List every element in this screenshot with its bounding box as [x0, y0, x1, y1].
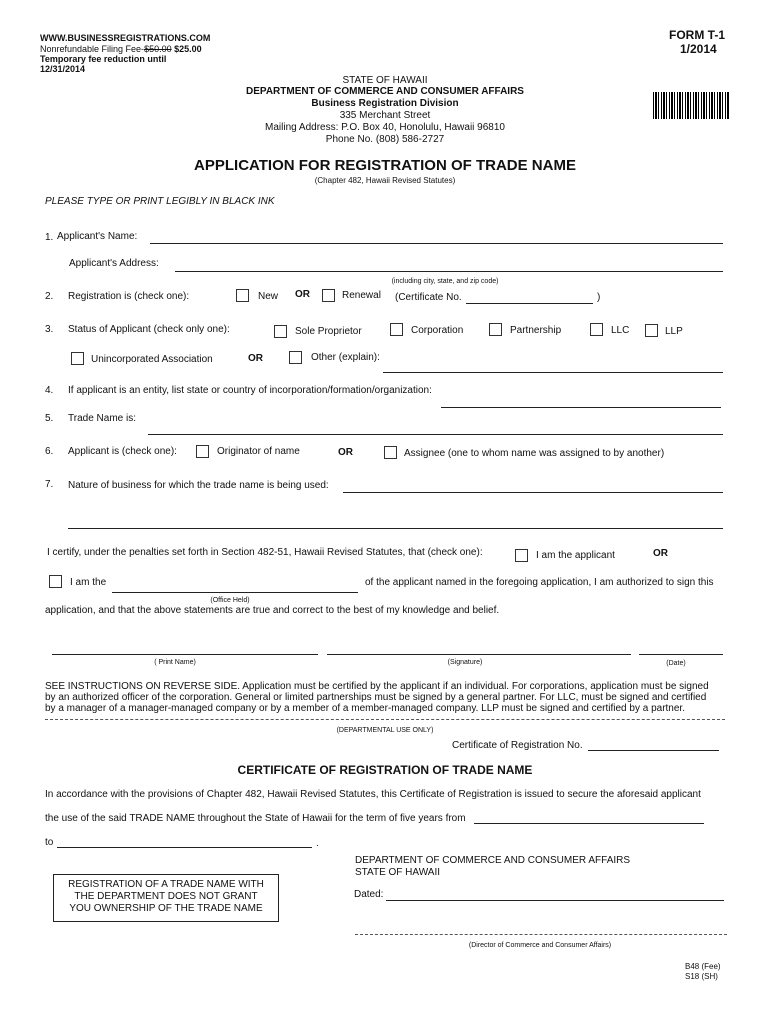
division-heading: Business Registration Division [311, 98, 459, 109]
llp-checkbox[interactable] [645, 324, 658, 337]
certificate-title: CERTIFICATE OF REGISTRATION OF TRADE NAME [237, 763, 533, 777]
applicant-type-label: Applicant is (check one): [68, 446, 177, 457]
true-correct-statement: application, and that the above statements are true and correct to the best of my knowledge and belief. [45, 605, 500, 616]
applicant-name-label: Applicant's Name: [57, 231, 138, 242]
barcode-image [653, 92, 729, 119]
departmental-divider [45, 719, 725, 720]
certificate-line-1: In accordance with the provisions of Chapter 482, Hawaii Revised Statutes, this Certificate of Registration is issued to secure the aforesaid applicant [45, 789, 701, 800]
q2-or: OR [295, 289, 310, 300]
fee-new: $25.00 [174, 44, 202, 54]
authorized-text: of the applicant named in the foregoing application, I am authorized to sign this [365, 577, 714, 588]
notice-line-3: YOU OWNERSHIP OF THE TRADE NAME [69, 903, 263, 914]
notice-line-1: REGISTRATION OF A TRADE NAME WITH [68, 879, 264, 890]
term-start-field[interactable] [474, 823, 704, 824]
office-held-label: (Office Held) [210, 597, 250, 604]
renewal-checkbox[interactable] [322, 289, 335, 302]
form-code-1: B48 (Fee) [685, 962, 721, 971]
address-hint: (including city, state, and zip code) [391, 278, 499, 285]
date-field[interactable] [639, 654, 723, 655]
signature-field[interactable] [327, 654, 631, 655]
instructions-line-1: SEE INSTRUCTIONS ON REVERSE SIDE. Application must be certified by the applicant if an individual. For corporations, application must be signed [45, 681, 709, 692]
i-am-applicant-label: I am the applicant [536, 550, 615, 561]
nature-of-business-field-1[interactable] [343, 492, 723, 493]
originator-checkbox[interactable] [196, 445, 209, 458]
assignee-checkbox[interactable] [384, 446, 397, 459]
q2-number: 2. [45, 291, 54, 302]
dated-label: Dated: [354, 889, 384, 900]
llp-label: LLP [665, 326, 683, 337]
page-title: APPLICATION FOR REGISTRATION OF TRADE NAME [194, 157, 576, 174]
q6-number: 6. [45, 446, 54, 457]
mailing-address: Mailing Address: P.O. Box 40, Honolulu, Hawaii 96810 [265, 122, 505, 133]
nature-of-business-label: Nature of business for which the trade name is being used: [68, 480, 329, 491]
print-name-field[interactable] [52, 654, 318, 655]
department-heading: DEPARTMENT OF COMMERCE AND CONSUMER AFFAIRS [246, 86, 524, 97]
page-subtitle: (Chapter 482, Hawaii Revised Statutes) [314, 176, 456, 185]
date-label: (Date) [666, 660, 686, 667]
partnership-checkbox[interactable] [489, 323, 502, 336]
i-am-the-label: I am the [70, 577, 107, 588]
director-signature-line[interactable] [355, 934, 727, 935]
partnership-label: Partnership [510, 325, 562, 336]
unincorporated-checkbox[interactable] [71, 352, 84, 365]
status-label: Status of Applicant (check only one): [68, 324, 230, 335]
fee-reduction-date: 12/31/2014 [40, 64, 86, 74]
certificate-dept: DEPARTMENT OF COMMERCE AND CONSUMER AFFAIRS [355, 855, 631, 866]
q6-or: OR [338, 447, 353, 458]
nature-of-business-field-2[interactable] [68, 528, 723, 529]
entity-state-label: If applicant is an entity, list state or country of incorporation/formation/organization: [68, 385, 432, 396]
entity-state-field[interactable] [441, 407, 721, 408]
new-checkbox[interactable] [236, 289, 249, 302]
ownership-notice-box [53, 874, 279, 922]
fee-reduction-text: Temporary fee reduction until [40, 54, 167, 64]
unincorporated-label: Unincorporated Association [91, 354, 213, 365]
corporation-checkbox[interactable] [390, 323, 403, 336]
certificate-no-label: (Certificate No. [395, 292, 462, 303]
i-am-the-checkbox[interactable] [49, 575, 62, 588]
sole-proprietor-label: Sole Proprietor [295, 326, 362, 337]
corporation-label: Corporation [411, 325, 464, 336]
office-held-field[interactable] [112, 592, 358, 593]
certificate-no-close: ) [597, 292, 601, 303]
applicant-address-field[interactable] [175, 271, 723, 272]
trade-name-field[interactable] [148, 434, 723, 435]
director-label: (Director of Commerce and Consumer Affairs) [468, 942, 612, 949]
originator-label: Originator of name [217, 446, 300, 457]
instructions-line-3: by a manager of a manager-managed company or by a member of a member-managed company. LLP must be signed and certified by a partner. [45, 703, 685, 714]
other-checkbox[interactable] [289, 351, 302, 364]
other-explain-field[interactable] [383, 372, 723, 373]
form-id: FORM T-1 [669, 28, 725, 42]
sole-proprietor-checkbox[interactable] [274, 325, 287, 338]
i-am-applicant-checkbox[interactable] [515, 549, 528, 562]
new-label: New [258, 291, 279, 302]
cert-reg-no-field[interactable] [588, 750, 719, 751]
street-address: 335 Merchant Street [339, 110, 431, 121]
certificate-no-field[interactable] [466, 303, 593, 304]
departmental-use-label: (DEPARTMENTAL USE ONLY) [336, 727, 434, 734]
q1-number: 1. [45, 232, 54, 243]
to-label: to [45, 837, 54, 848]
term-end-field[interactable] [57, 847, 312, 848]
q5-number: 5. [45, 413, 54, 424]
trade-name-label: Trade Name is: [68, 413, 136, 424]
applicant-address-label: Applicant's Address: [69, 258, 159, 269]
notice-line-2: THE DEPARTMENT DOES NOT GRANT [74, 891, 258, 902]
certify-or: OR [653, 548, 668, 559]
assignee-label: Assignee (one to whom name was assigned to by another) [404, 448, 665, 459]
ink-instruction: PLEASE TYPE OR PRINT LEGIBLY IN BLACK INK [45, 196, 275, 207]
applicant-name-field[interactable] [150, 243, 723, 244]
q4-number: 4. [45, 385, 54, 396]
certificate-state: STATE OF HAWAII [355, 867, 440, 878]
to-period: . [316, 838, 319, 849]
filing-fee-text [40, 44, 202, 54]
instructions-line-2: by an authorized officer of the corporation. General or limited partnerships must be signed by a general partner. For LLC, must be signed and certified [45, 692, 707, 703]
fee-prefix: Nonrefundable Filing Fee- [40, 44, 145, 54]
q7-number: 7. [45, 479, 54, 490]
fee-old: $50.00 [144, 44, 172, 54]
other-label: Other (explain): [311, 352, 380, 363]
print-name-label: ( Print Name) [154, 659, 196, 666]
dated-field[interactable] [386, 900, 724, 901]
q3-number: 3. [45, 324, 54, 335]
certify-statement: I certify, under the penalties set forth in Section 482-51, Hawaii Revised Statutes, that (check one): [47, 547, 483, 558]
state-heading: STATE OF HAWAII [342, 75, 428, 86]
llc-label: LLC [611, 325, 630, 336]
form-code-2: S18 (SH) [685, 972, 718, 981]
q3-or: OR [248, 353, 263, 364]
website-text: WWW.BUSINESSREGISTRATIONS.COM [40, 33, 211, 43]
signature-label: (Signature) [447, 659, 483, 666]
registration-type-label: Registration is (check one): [68, 291, 190, 302]
llc-checkbox[interactable] [590, 323, 603, 336]
renewal-label: Renewal [342, 290, 381, 301]
certificate-line-2: the use of the said TRADE NAME throughout the State of Hawaii for the term of five years from [45, 813, 466, 824]
phone-number: Phone No. (808) 586-2727 [325, 134, 445, 145]
form-date: 1/2014 [680, 42, 717, 56]
cert-reg-no-label: Certificate of Registration No. [452, 740, 583, 751]
